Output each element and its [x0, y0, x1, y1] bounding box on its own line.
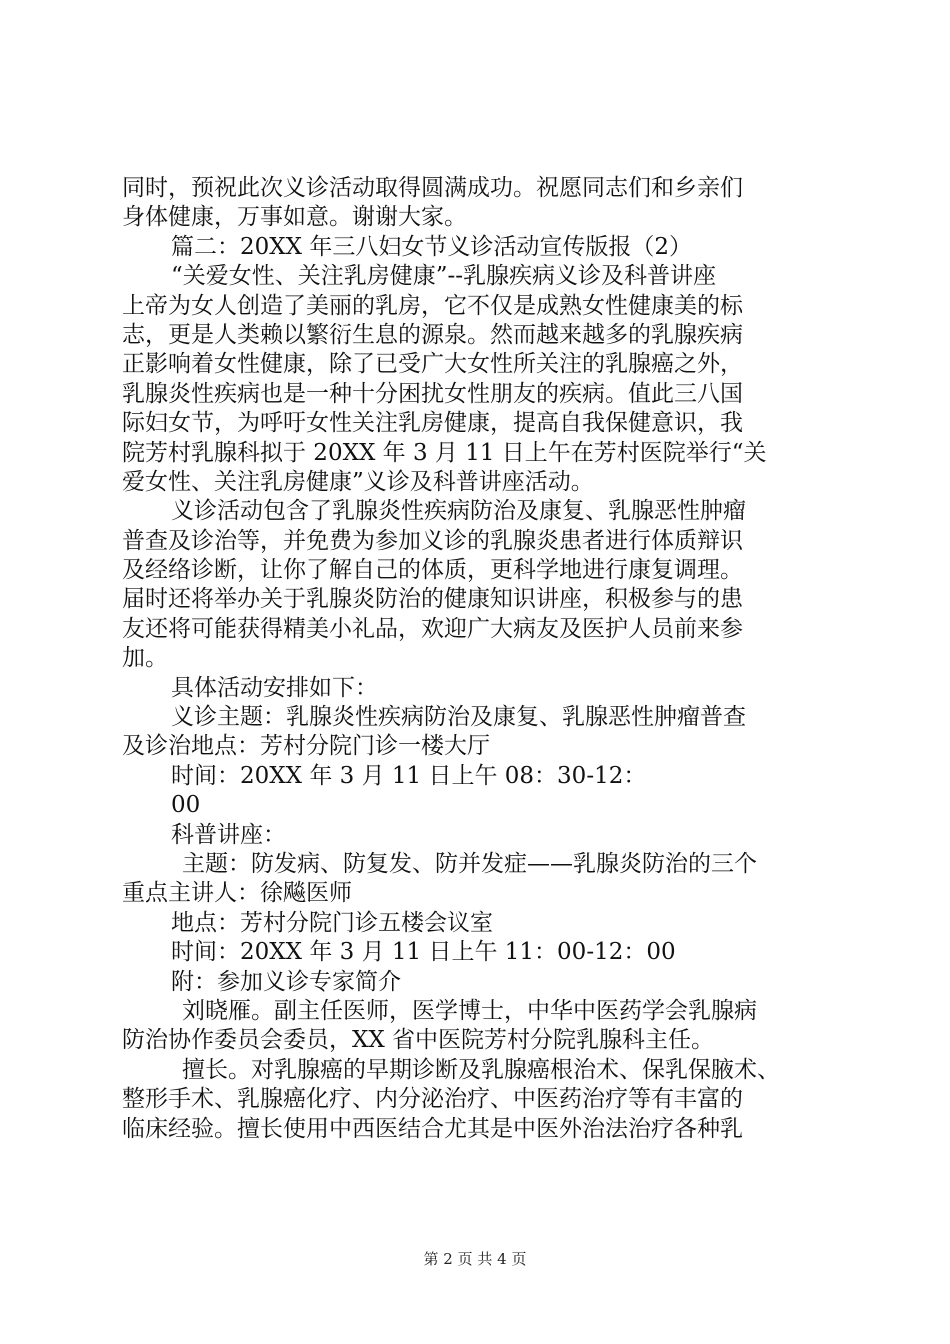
text-line: 义诊活动包含了乳腺炎性疾病防治及康复、乳腺恶性肿瘤: [171, 498, 746, 525]
text-line: 普查及诊治等，并免费为参加义诊的乳腺炎患者进行体质辩识: [122, 527, 743, 554]
text-line: 志，更是人类赖以繁衍生息的源泉。然而越来越多的乳腺疾病: [122, 321, 743, 348]
text-line: 身体健康，万事如意。谢谢大家。: [122, 204, 467, 231]
text-line: 爱女性、关注乳房健康”义诊及科普讲座活动。: [122, 468, 594, 495]
text-line: 具体活动安排如下：: [171, 674, 378, 701]
text-line: 科普讲座：: [171, 821, 286, 848]
text-line: 院芳村乳腺科拟于 20XX 年 3 月 11 日上午在芳村医院举行“关: [122, 439, 767, 466]
text-line: 擅长。对乳腺癌的早期诊断及乳腺癌根治术、保乳保腋术、: [182, 1056, 780, 1083]
text-line: 临床经验。擅长使用中西医结合尤其是中医外治法治疗各种乳: [122, 1115, 743, 1142]
text-line: 届时还将举办关于乳腺炎防治的健康知识讲座，积极参与的患: [122, 586, 743, 613]
text-line: 时间：20XX 年 3 月 11 日上午 11：00-12：00: [171, 939, 676, 966]
text-line: 上帝为女人创造了美丽的乳房，它不仅是成熟女性健康美的标: [122, 292, 743, 319]
section-heading: 篇二：20XX 年三八妇女节义诊活动宣传版报（2）: [171, 233, 692, 260]
text-line: 00: [171, 792, 201, 819]
text-line: 刘晓雁。副主任医师，医学博士，中华中医药学会乳腺病: [182, 997, 757, 1024]
text-line: 时间：20XX 年 3 月 11 日上午 08：30-12：: [171, 762, 647, 789]
document-body: [122, 174, 834, 1144]
text-line: 加。: [122, 645, 168, 672]
text-line: 乳腺炎性疾病也是一种十分困扰女性朋友的疾病。值此三八国: [122, 380, 743, 407]
text-line: 正影响着女性健康，除了已受广大女性所关注的乳腺癌之外，: [122, 351, 743, 378]
text-line: 主题：防发病、防复发、防并发症——乳腺炎防治的三个: [182, 850, 757, 877]
text-line: 及诊治地点：芳村分院门诊一楼大厅: [122, 733, 490, 760]
text-line: 义诊主题：乳腺炎性疾病防治及康复、乳腺恶性肿瘤普查: [171, 704, 746, 731]
text-line: 重点主讲人：徐飚医师: [122, 880, 352, 907]
text-line: 整形手术、乳腺癌化疗、内分泌治疗、中医药治疗等有丰富的: [122, 1086, 743, 1113]
text-line: 际妇女节，为呼吁女性关注乳房健康，提高自我保健意识，我: [122, 410, 743, 437]
text-line: 附：参加义诊专家简介: [171, 968, 401, 995]
subtitle-line: “关爱女性、关注乳房健康”--乳腺疾病义诊及科普讲座: [171, 263, 717, 290]
text-line: 同时，预祝此次义诊活动取得圆满成功。祝愿同志们和乡亲们: [122, 175, 743, 201]
page-footer: 第 2 页 共 4 页: [423, 1250, 527, 1268]
text-line: 防治协作委员会委员，XX 省中医院芳村分院乳腺科主任。: [122, 1027, 715, 1054]
text-line: 友还将可能获得精美小礼品，欢迎广大病友及医护人员前来参: [122, 615, 743, 642]
text-line: 地点：芳村分院门诊五楼会议室: [171, 909, 493, 936]
text-line: 及经络诊断，让你了解自己的体质，更科学地进行康复调理。: [122, 557, 743, 584]
